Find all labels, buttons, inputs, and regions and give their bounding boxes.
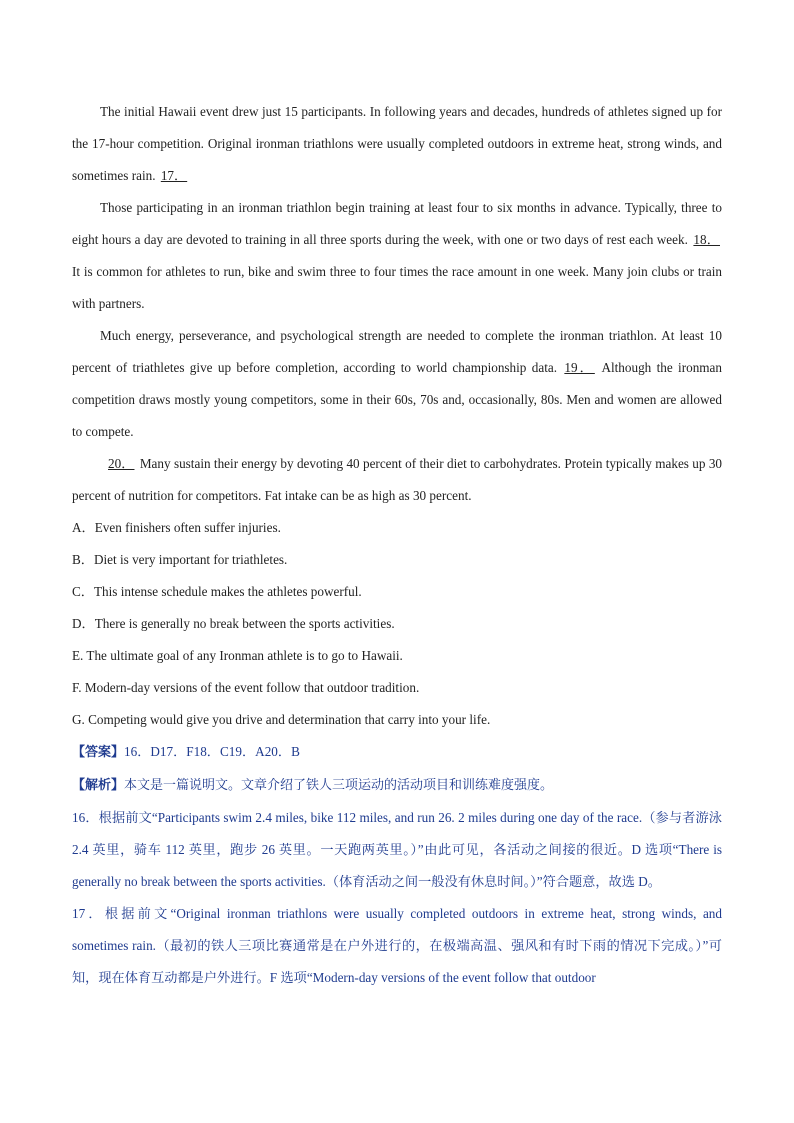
passage-paragraph-2 [72, 192, 722, 320]
passage-paragraph-3 [72, 320, 722, 448]
options-list [72, 512, 722, 736]
explanation-17: 17．根据前文“Original ironman triathlons were usually completed outdoors in extreme heat, strong winds, and sometimes rain.（最初的铁人三项比赛通常是在户外进行的，在极端高温、强风和有时下雨的情况下完成。）”可知，现在体育互动都是户外进行。F 选项“Modern-day versions of the event follow that outdoor [72, 906, 722, 985]
analysis-line [72, 769, 722, 802]
analysis-text: 本文是一篇说明文。文章介绍了铁人三项运动的活动项目和训练难度强度。 [124, 778, 554, 793]
blank-20: 20． [108, 456, 135, 471]
option-a: A．Even finishers often suffer injuries. [72, 520, 281, 535]
passage-paragraph-1 [72, 96, 722, 192]
answer-text: 16．D17．F18．C19．A20．B [124, 744, 300, 759]
paragraph-text: Although the ironman competition draws mostly young competitors, some in their 60s, 70s and, occasionally, 80s. Men and women are allowed to compete. [72, 360, 723, 439]
paragraph-text: It is common for athletes to run, bike and swim three to four times the race amount in one week. Many join clubs or train with partners. [72, 264, 722, 311]
paragraph-text: Much energy, perseverance, and psychological strength are needed to complete the ironman triathlon. At least 10 percent of triathletes give up before completion, according to world championship data. [72, 328, 722, 375]
blank-17: 17． [160, 168, 188, 183]
option-d: D．There is generally no break between the sports activities. [72, 616, 395, 631]
passage-paragraph-4 [72, 448, 722, 512]
blank-19: 19． [564, 360, 595, 375]
paragraph-text: The initial Hawaii event drew just 15 participants. In following years and decades, hundreds of athletes signed up for the 17-hour competition. Original ironman triathlons were usually completed outdoors in extreme heat, strong winds, and sometimes rain. [72, 104, 722, 183]
blank-18: 18． [693, 232, 720, 247]
document-page [72, 96, 722, 994]
option-e: E. The ultimate goal of any Ironman athlete is to go to Hawaii. [72, 648, 403, 663]
explanation-16: 16．根据前文“Participants swim 2.4 miles, bike 112 miles, and run 26. 2 miles during one day of the race.（参与者游泳 2.4 英里，骑车 112 英里，跑步 26 英里。一天跑两英里。）”由此可见，各活动之间接的很近。D 选项“There is generally no break between the sports activities.（体育活动之间一般没有休息时间。）”符合题意，故选 D。 [72, 810, 722, 889]
paragraph-text: Many sustain their energy by devoting 40 percent of their diet to carbohydrates. Protein typically makes up 30 percent of nutrition for competitors. Fat intake can be as high as 30 percent. [72, 456, 723, 503]
answer-tag: 【答案】 [72, 745, 125, 760]
option-g: G. Competing would give you drive and determination that carry into your life. [72, 712, 491, 727]
option-f: F. Modern-day versions of the event follow that outdoor tradition. [72, 680, 420, 695]
option-b: B．Diet is very important for triathletes. [72, 552, 288, 567]
paragraph-text: Those participating in an ironman triathlon begin training at least four to six months in advance. Typically, three to eight hours a day are devoted to training in all three sports during the week, with one or two days of rest each week. [72, 200, 722, 247]
option-c: C．This intense schedule makes the athletes powerful. [72, 584, 362, 599]
analysis-tag: 【解析】 [72, 778, 125, 793]
answer-line [72, 736, 722, 769]
